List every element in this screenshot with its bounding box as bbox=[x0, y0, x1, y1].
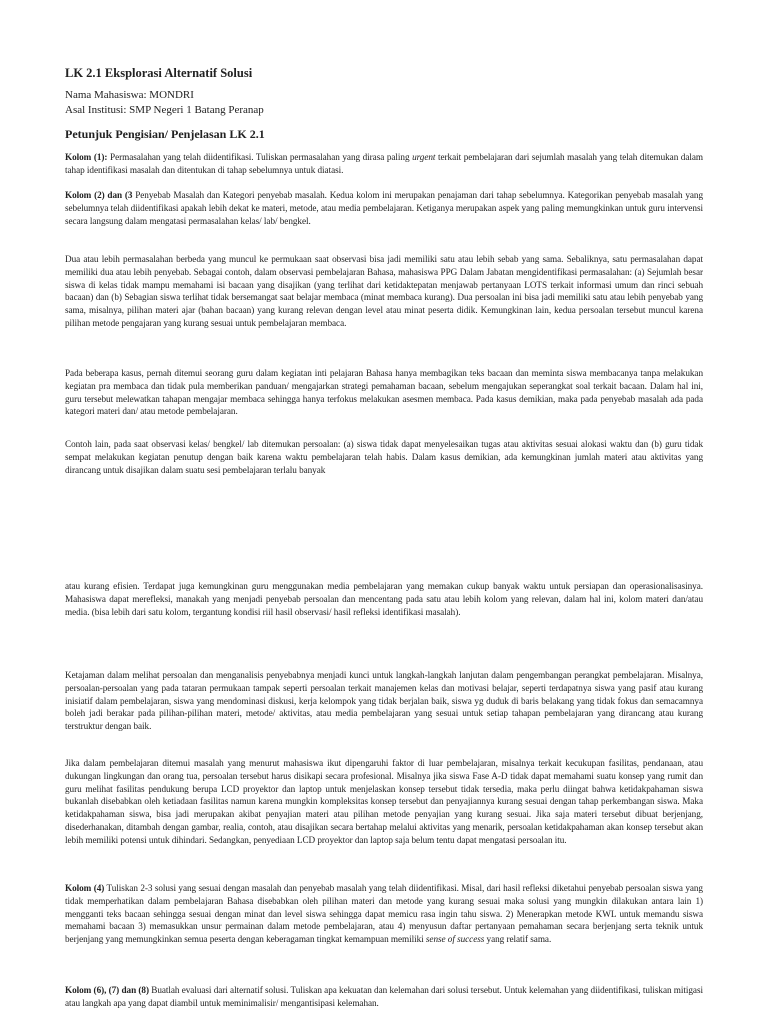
paragraph-kolom-4 bbox=[65, 882, 703, 946]
kolom-4-label: Kolom (4) bbox=[65, 883, 105, 893]
instructions-heading: Petunjuk Pengisian/ Penjelasan LK 2.1 bbox=[65, 127, 265, 141]
paragraph-kolom-6-7-8 bbox=[65, 984, 703, 1010]
paragraph-efficiency: atau kurang efisien. Terdapat juga kemungkinan guru menggunakan media pembelajaran yang memakan cukup banyak waktu untuk persiapan dan operasionalisasinya. Mahasiswa dapat merefleksi, manakah yang menjadi penyebab persoalan dan mencentang pada satu atau lebih kolom yang relevan, dalam hal ini, kolom materi dan/atau media. (bisa lebih dari satu kolom, tergantung kondisi riil hasil observasi/ hasil refleksi identifikasi masalah). bbox=[65, 581, 703, 617]
kolom-2-3-label: Kolom (2) dan (3 bbox=[65, 190, 133, 200]
paragraph-external-factors: Jika dalam pembelajaran ditemui masalah yang menurut mahasiswa ikut dipengaruhi faktor di luar pembelajaran, misalnya terkait kecukupan fasilitas, pendanaan, atau dukungan lingkungan dan orang tua, persoalan tersebut harus disikapi secara profesional. Misalnya jika siswa Fase A-D tidak dapat memahami suatu konsep yang rumit dan guru melihat fasilitas pendukung berupa LCD proyektor dan laptop untuk menjelaskan konsep tersebut tidak tersedia, maka perlu diingat bahwa ketidakpahaman siswa bukanlah disebabkan oleh ketiadaan fasilitas namun karena mungkin kompleksitas konsep tersebut dan penyajiannya kurang sesuai dengan tahap perkembangan siswa. Maka ketidakpahaman siswa, bisa jadi merupakan akibat penyajian materi atau pilihan metode penyajian yang kurang sesuai. Jika saja materi tersebut dibuat berjenjang, disederhanakan, ditambah dengan gambar, realia, contoh, atau disajikan secara bertahap melalui aktivitas yang menarik, persoalan ketidakpahaman akan konsep tersebut akan lebih memiliki potensi untuk dihindari. Sedangkan, penyediaan LCD proyektor dan laptop saja belum tentu dapat mengatasi persoalan itu. bbox=[65, 758, 703, 845]
kolom-1-label: Kolom (1): bbox=[65, 152, 108, 162]
document-title: LK 2.1 Eksplorasi Alternatif Solusi bbox=[65, 66, 253, 80]
paragraph-kolom-2-3 bbox=[65, 189, 703, 227]
paragraph-multiple-causes: Dua atau lebih permasalahan berbeda yang muncul ke permukaan saat observasi bisa jadi memiliki satu atau lebih sebab yang sama. Sebaliknya, satu permasalahan dapat memiliki dua atau lebih penyebab. Sebagai contoh, dalam observasi pembelajaran Bahasa, mahasiswa PPG Dalam Jabatan mengidentifikasi permasalahan: (a) Sejumlah besar siswa di kelas tidak mampu memahami isi bacaan yang disajikan (yang terlihat dari ketidaktepatan menjawab pertanyaan LOTS terkait informasi umum dan rinci sebuah bacaan) dan (b) Sebagian siswa terlihat tidak bersemangat saat belajar membaca (minat membaca kurang). Dua persoalan ini bisa jadi memiliki satu atau lebih penyebab yang sama, misalnya, pilihan materi ajar (bahan bacaan) yang kurang relevan dengan level atau minat peserta didik. Kemungkinan lain, kedua persoalan tersebut muncul karena pilihan metode pengajaran yang kurang sesuai untuk pembelajaran membaca. bbox=[65, 254, 703, 328]
paragraph-time-case: Contoh lain, pada saat observasi kelas/ bengkel/ lab ditemukan persoalan: (a) siswa tidak dapat menyelesaikan tugas atau aktivitas sesuai alokasi waktu dan (b) guru tidak sempat melakukan kegiatan penutup dengan baik karena waktu pembelajaran telah habis. Dalam kasus demikian, ada kemungkinan jumlah materi atau aktivitas yang dirancang untuk disajikan dalam suatu sesi pembelajaran terlalu banyak bbox=[65, 439, 703, 475]
paragraph-analysis: Ketajaman dalam melihat persoalan dan menganalisis penyebabnya menjadi kunci untuk langkah-langkah lanjutan dalam pengembangan perangkat pembelajaran. Misalnya, persoalan-persoalan yang pada tataran permukaan tampak seperti persoalan terkait manajemen kelas dan motivasi belajar, seperti terdapatnya siswa yang pasif atau kurang inisiatif dalam pembelajaran, siswa yang mendominasi diskusi, kerja kelompok yang tidak berjalan baik, siswa yg duduk di baris belakang yang tidak fokus dan semacamnya boleh jadi berakar pada pilihan-pilihan materi, metode/ aktivitas, atau media pembelajaran yang sesuai untuk setiap tahapan pembelajaran yang dirancang atau kurang terstruktur dengan baik. bbox=[65, 670, 703, 732]
kolom-6-7-8-label: Kolom (6), (7) dan (8) bbox=[65, 985, 149, 995]
kolom-4-text-continued: yang relatif sama. bbox=[484, 934, 552, 945]
paragraph-reading-case: Pada beberapa kasus, pernah ditemui seorang guru dalam kegiatan inti pelajaran Bahasa hanya membagikan teks bacaan dan meminta siswa membacanya tanpa melakukan kegiatan pra membaca dan tidak pula memberikan panduan/ mengajarkan strategi pemahaman bacaan, sebelum mengajukan seperangkat soal terkait bacaan. Dalam hal ini, guru tersebut melewatkan tahapan mengajar membaca sehingga hanya terfokus melakukan asesmen membaca. Pada kasus demikian, maka pada penyebab masalah ada pada kategori materi dan/ atau metode pembelajaran. bbox=[65, 368, 703, 417]
urgent-emphasis: urgent bbox=[412, 152, 436, 162]
kolom-4-text: Tuliskan 2-3 solusi yang sesuai dengan masalah dan penyebab masalah yang telah diidentifikasi. Misal, dari hasil refleksi diketahui penyebab persoalan siswa yang tidak memperhatikan dalam pembelajaran Bahasa disebabkan oleh pilihan materi dan metode yang kurang sesuai maka solusi yang mungkin dilakukan antara lain 1) mengganti teks bacaan sehingga sesuai dengan minat dan level siswa sehingga dapat memicu rasa ingin tahu siswa. 2) Menerapkan metode KWL untuk memandu siswa memahami bacaan 3) memasukkan unsur permainan dalam metode pembelajaran, atau 4) menyusun daftar pertanyaan pemahaman secara berjenjang serta teknik untuk berjenjang yang memungkinkan semua peserta dengan keberagaman tingkat kemampuan memiliki bbox=[65, 883, 703, 945]
sense-of-success-emphasis: sense of success bbox=[425, 934, 485, 945]
kolom-1-text: Permasalahan yang telah diidentifikasi. Tuliskan permasalahan yang dirasa paling bbox=[107, 152, 413, 162]
paragraph-kolom-1 bbox=[65, 151, 703, 177]
institution-line: Asal Institusi: SMP Negeri 1 Batang Peranap bbox=[65, 104, 264, 116]
kolom-2-3-text: Penyebab Masalah dan Kategori penyebab masalah. Kedua kolom ini merupakan penajaman dari tahap sebelumnya. Kategorikan penyebab masalah yang sebelumnya telah diidentifikasi apakah lebih dekat ke materi, metode, atau media pembelajaran. Ketiganya merupakan aspek yang paling memungkinkan untuk guru intervensi secara langsung dalam mengatasi permasalahan kelas/ lab/ bengkel. bbox=[65, 190, 704, 226]
student-name-line: Nama Mahasiswa: MONDRI bbox=[65, 89, 194, 101]
kolom-6-7-8-text: Buatlah evaluasi dari alternatif solusi. Tuliskan apa kekuatan dan kelemahan dari solusi tersebut. Untuk kelemahan yang diidentifikasi, tuliskan mitigasi atau langkah apa yang dapat diambil untuk meminimalisir/ mengantisipasi kelemahan. bbox=[65, 985, 703, 1008]
kolom-1-text-continued: terkait pembelajaran dari sejumlah masalah yang telah ditemukan dalam tahap identifikasi masalah dan ditentukan di tahap sebelumnya untuk diatasi. bbox=[65, 152, 704, 175]
